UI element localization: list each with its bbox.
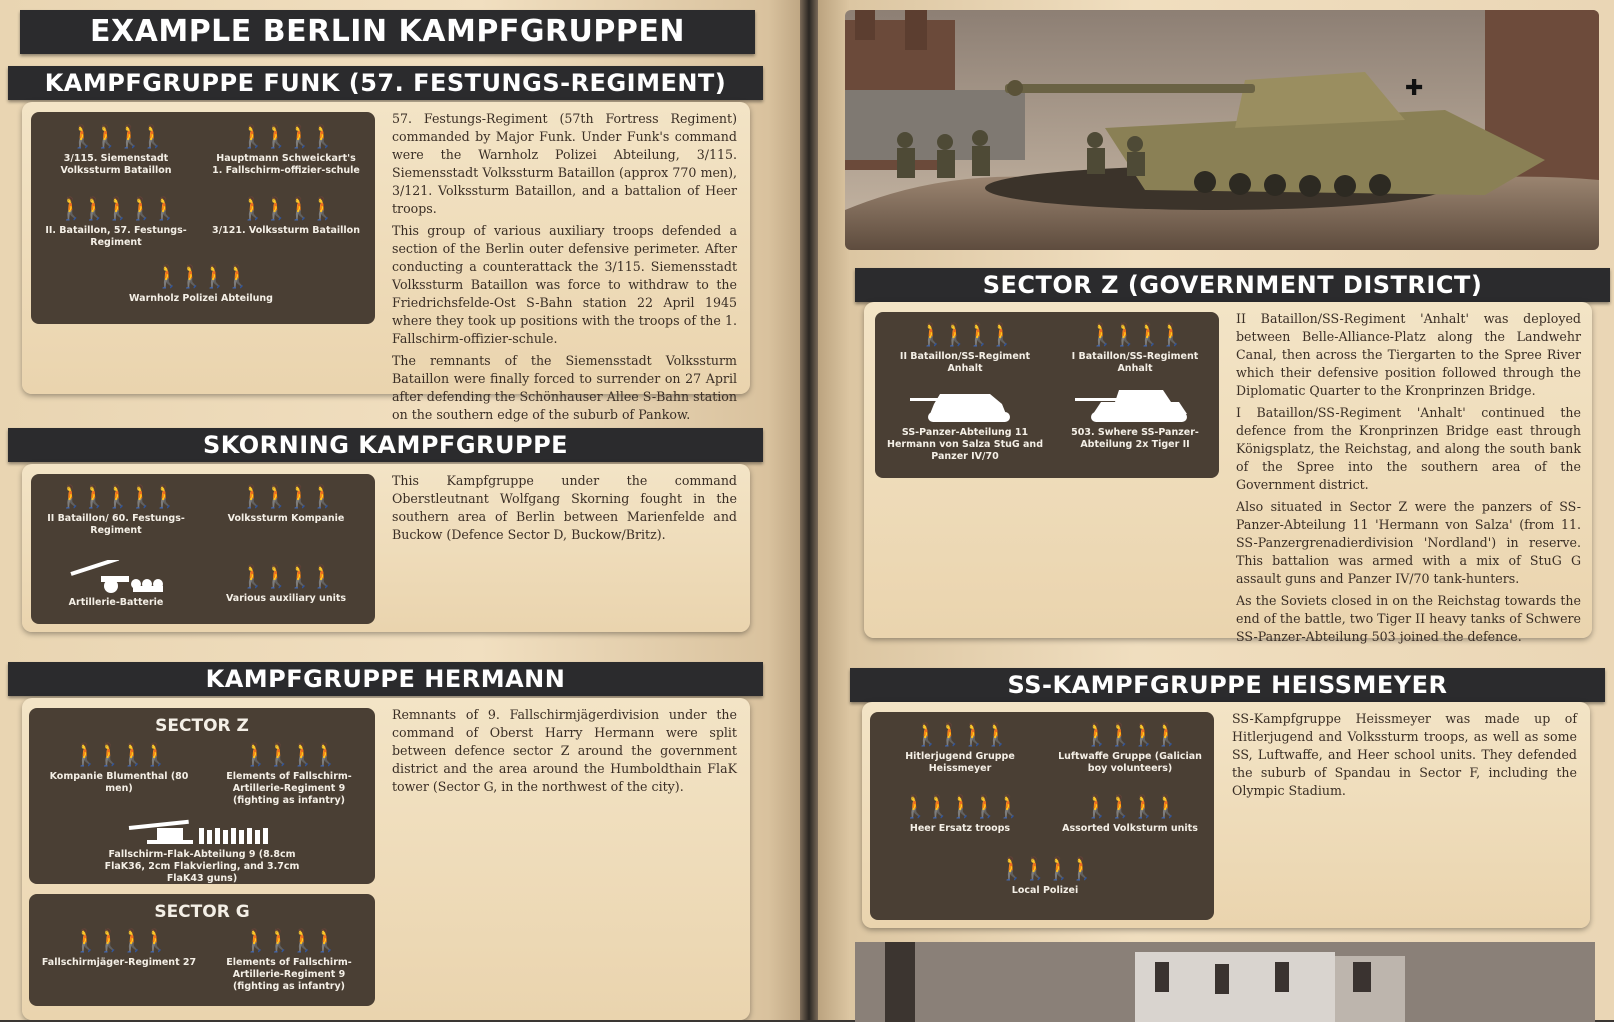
- sector-z-panel: [29, 708, 375, 884]
- funk-paragraph-1: This group of various auxiliary troops defended a section of the Berlin outer defensive perimeter. After conducting a counterattack the 3/115. Siemensstadt Volkssturm Bataillon was force to withdraw to the Friedrichsfelde-Ost S-Bahn station 22 April 1945 where they took up positions with the troops of the 1. Fallschirm-offizier-schule.: [392, 223, 737, 346]
- sector-z-text: [1236, 310, 1581, 650]
- sector-z-title: SECTOR Z (GOVERNMENT DISTRICT): [855, 268, 1610, 302]
- unit-skorning-3: 🚶🚶🚶🚶 Various auxiliary units: [211, 566, 361, 605]
- skorning-text: [392, 472, 737, 548]
- unit-skorning-2: Artillerie-Batterie: [41, 560, 191, 609]
- funk-paragraph-2: The remnants of the Siemensstadt Volkssturm Bataillon were finally forced to surrender on 27 April after defending the Schönhauser Allee S-Bahn station on the southern edge of the suburb of Pankow.: [392, 353, 737, 422]
- sector-z-paragraph-2: Also situated in Sector Z were the panzers of SS-Panzer-Abteilung 11 'Hermann von Salza' (from 11. SS-Panzergrenadierdivision 'Nordland') in reserve. This battalion was armed with a mix of StuG G assault guns and Panzer IV/70 tank-hunters.: [1236, 499, 1581, 586]
- heissmeyer-text: [1232, 710, 1577, 804]
- unit-funk-2: 🚶🚶🚶🚶🚶 II. Bataillon, 57. Festungs-Regiment: [41, 198, 191, 249]
- heissmeyer-paragraph-0: SS-Kampfgruppe Heissmeyer was made up of Hitlerjugend and Volkssturm troops, as well as some SS, Luftwaffe, and Heer school units. They defended the suburb of Spandau in Sector F, including the Olympic Stadium.: [1232, 711, 1577, 798]
- tank-icon: [1075, 388, 1195, 424]
- soldier-group-icon: 🚶🚶🚶🚶: [242, 743, 336, 768]
- soldier-group-icon: 🚶🚶🚶🚶: [918, 323, 1012, 348]
- hermann-text: [392, 706, 737, 800]
- skorning-title: SKORNING KAMPFGRUPPE: [8, 428, 763, 462]
- unit-sector-z-1: 🚶🚶🚶🚶 I Bataillon/SS-Regiment Anhalt: [1055, 324, 1215, 375]
- unit-sector-z-0: 🚶🚶🚶🚶 II Bataillon/SS-Regiment Anhalt: [885, 324, 1045, 375]
- sector-z-heading: SECTOR Z: [155, 716, 249, 736]
- hero-photo: [845, 10, 1599, 250]
- sector-g-heading: SECTOR G: [154, 902, 250, 922]
- unit-funk-3: 🚶🚶🚶🚶 3/121. Volkssturm Bataillon: [212, 197, 360, 236]
- tank-icon: [910, 388, 1020, 424]
- unit-skorning-1: 🚶🚶🚶🚶 Volkssturm Kompanie: [211, 486, 361, 525]
- funk-card: [22, 102, 750, 422]
- soldier-group-icon: 🚶🚶🚶🚶: [1083, 723, 1177, 748]
- hermann-paragraph-0: Remnants of 9. Fallschirmjägerdivision under the command of Oberst Harry Hermann were split between defence sector Z around the government district and the area around the Humboldthain FlaK tower (Sector G, in the northwest of the city).: [392, 707, 737, 794]
- soldier-group-icon: 🚶🚶🚶🚶: [913, 723, 1007, 748]
- artillery-gun-icon: [61, 560, 171, 594]
- unit-hermann-z-0: 🚶🚶🚶🚶 Kompanie Blumenthal (80 men): [39, 744, 199, 795]
- unit-sector-z-2: SS-Panzer-Abteilung 11 Hermann von Salza StuG and Panzer IV/70: [885, 388, 1045, 463]
- soldier-group-icon: 🚶🚶🚶🚶🚶: [901, 795, 1019, 820]
- soldier-group-icon: 🚶🚶🚶🚶: [239, 565, 333, 590]
- sector-z-unit-panel: [875, 312, 1219, 478]
- main-title: EXAMPLE BERLIN KAMPFGRUPPEN: [20, 10, 755, 54]
- hermann-title: KAMPFGRUPPE HERMANN: [8, 662, 763, 696]
- unit-hermann-z-2: Fallschirm-Flak-Abteilung 9 (8.8cm FlaK36, 2cm Flakvierling, and 3.7cm FlaK43 guns): [89, 818, 315, 885]
- bottom-photo: [855, 942, 1595, 1022]
- book-gutter: [800, 0, 818, 1020]
- soldier-group-icon: 🚶🚶🚶🚶🚶: [57, 485, 175, 510]
- sector-z-paragraph-1: I Bataillon/SS-Regiment 'Anhalt' continued the defence from the Kronprinzen Bridge east through Königsplatz, the Reichstag, and along the south bank of the Spree into the southern area of the Government district.: [1236, 405, 1581, 492]
- hermann-card: [22, 698, 750, 1020]
- unit-funk-1: 🚶🚶🚶🚶 Hauptmann Schweickart's 1. Fallschirm-offizier-schule: [212, 125, 360, 176]
- soldier-group-icon: 🚶🚶🚶🚶: [72, 743, 166, 768]
- skorning-paragraph-0: This Kampfgruppe under the command Oberstleutnant Wolfgang Skorning fought in the southern area of Berlin between Marienfelde and Buckow (Defence Sector D, Buckow/Britz).: [392, 473, 737, 542]
- soldier-group-icon: 🚶🚶🚶🚶: [69, 125, 163, 150]
- soldier-group-icon: 🚶🚶🚶🚶: [72, 929, 166, 954]
- skorning-card: [22, 464, 750, 632]
- skorning-unit-panel: [31, 474, 375, 624]
- unit-hermann-g-1: 🚶🚶🚶🚶 Elements of Fallschirm-Artillerie-Regiment 9 (fighting as infantry): [209, 930, 369, 993]
- ruined-building-image: [855, 942, 1595, 1022]
- soldier-group-icon: 🚶🚶🚶🚶🚶: [57, 197, 175, 222]
- funk-text: [392, 110, 737, 428]
- unit-hermann-g-0: 🚶🚶🚶🚶 Fallschirmjäger-Regiment 27: [39, 930, 199, 969]
- soldier-group-icon: 🚶🚶🚶🚶: [242, 929, 336, 954]
- unit-heissmeyer-4: 🚶🚶🚶🚶 Local Polizei: [965, 858, 1125, 897]
- unit-heissmeyer-3: 🚶🚶🚶🚶 Assorted Volksturm units: [1050, 796, 1210, 835]
- unit-skorning-0: 🚶🚶🚶🚶🚶 II Bataillon/ 60. Festungs-Regiment: [41, 486, 191, 537]
- left-page: [0, 0, 800, 1020]
- soldier-group-icon: 🚶🚶🚶🚶: [1083, 795, 1177, 820]
- tank-diorama-image: [845, 10, 1599, 250]
- unit-sector-z-3: 503. Swhere SS-Panzer-Abteilung 2x Tiger II: [1055, 388, 1215, 451]
- funk-unit-panel: [31, 112, 375, 324]
- unit-funk-0: 🚶🚶🚶🚶 3/115. Siemenstadt Volkssturm Bataillon: [41, 126, 191, 177]
- soldier-group-icon: 🚶🚶🚶🚶: [239, 197, 333, 222]
- sector-z-paragraph-3: As the Soviets closed in on the Reichstag towards the end of the battle, two Tiger II heavy tanks of Schwere SS-Panzer-Abteilung 503 joined the defence.: [1236, 593, 1581, 644]
- heissmeyer-card: [862, 702, 1590, 928]
- heissmeyer-unit-panel: [870, 712, 1214, 920]
- unit-heissmeyer-1: 🚶🚶🚶🚶 Luftwaffe Gruppe (Galician boy volunteers): [1050, 724, 1210, 775]
- soldier-group-icon: 🚶🚶🚶🚶: [998, 857, 1092, 882]
- soldier-group-icon: 🚶🚶🚶🚶: [239, 485, 333, 510]
- unit-heissmeyer-0: 🚶🚶🚶🚶 Hitlerjugend Gruppe Heissmeyer: [880, 724, 1040, 775]
- sector-g-panel: [29, 894, 375, 1006]
- soldier-group-icon: 🚶🚶🚶🚶: [154, 265, 248, 290]
- sector-z-card: [864, 302, 1592, 644]
- flak-gun-icon: [127, 818, 277, 846]
- unit-funk-4: 🚶🚶🚶🚶 Warnholz Polizei Abteilung: [126, 266, 276, 305]
- unit-hermann-z-1: 🚶🚶🚶🚶 Elements of Fallschirm-Artillerie-Regiment 9 (fighting as infantry): [209, 744, 369, 807]
- sector-z-paragraph-0: II Bataillon/SS-Regiment 'Anhalt' was deployed between Belle-Alliance-Platz along the Landwehr Canal, then across the Tiergarten to the Spree River which their defensive position followed through the Diplomatic Quarter to the Kronprinzen Bridge.: [1236, 311, 1581, 398]
- soldier-group-icon: 🚶🚶🚶🚶: [239, 125, 333, 150]
- svg-text:✚: ✚: [1405, 76, 1424, 101]
- heissmeyer-title: SS-KAMPFGRUPPE HEISSMEYER: [850, 668, 1605, 702]
- soldier-group-icon: 🚶🚶🚶🚶: [1088, 323, 1182, 348]
- unit-heissmeyer-2: 🚶🚶🚶🚶🚶 Heer Ersatz troops: [880, 796, 1040, 835]
- funk-title: KAMPFGRUPPE FUNK (57. FESTUNGS-REGIMENT): [8, 66, 763, 100]
- funk-paragraph-0: 57. Festungs-Regiment (57th Fortress Regiment) commanded by Major Funk. Under Funk's command were the Warnholz Polizei Abteilung, 3/115. Siemensstadt Volkssturm Bataillon (approx 770 men), 3/121. Volkssturm Bataillon, and a battalion of Heer troops.: [392, 111, 737, 216]
